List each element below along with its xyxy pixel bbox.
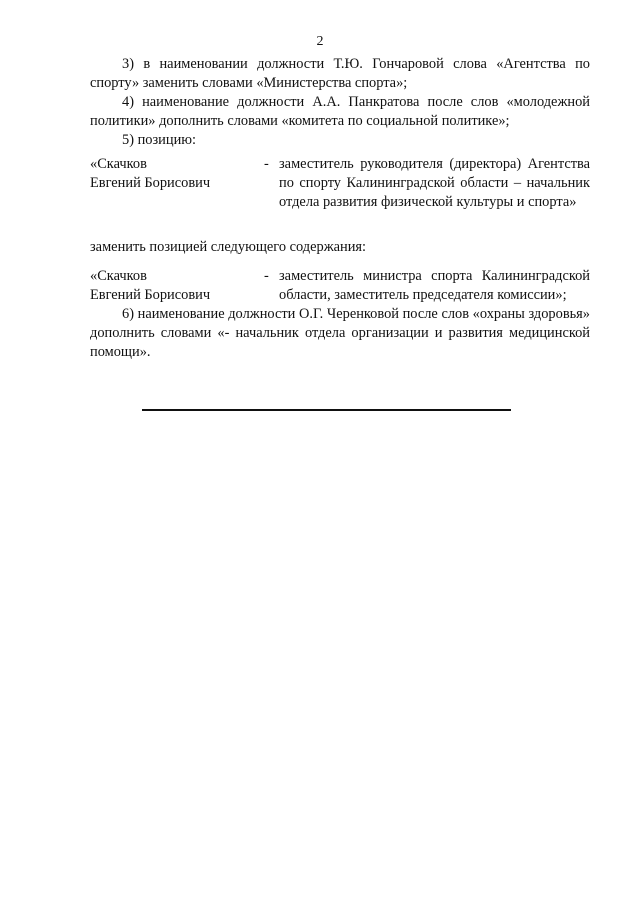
- person-name: [90, 267, 260, 305]
- amendments-block-2: [90, 305, 590, 362]
- replace-instruction: заменить позицией следующего содержания:: [90, 239, 367, 255]
- paragraph-3: 3) в наименовании должности Т.Ю. Гончаровой слова «Агентства по спорту» заменить словами «Министерства спорта»;: [90, 56, 590, 91]
- page-number: 2: [316, 34, 324, 49]
- replace-instruction-block: [90, 238, 590, 257]
- entry-dash: -: [264, 268, 269, 284]
- paragraph-6: 6) наименование должности О.Г. Черенковой после слов «охраны здоровья» дополнить словами «- начальник отдела организации и развития медицинской помощи».: [90, 306, 590, 360]
- amendments-block-1: [90, 55, 590, 150]
- paragraph-4: 4) наименование должности А.А. Панкратова после слов «молодежной политики» дополнить словами «комитета по социальной политике»;: [90, 94, 590, 129]
- position-description: заместитель министра спорта Калининградской области, заместитель председателя комиссии»;: [279, 268, 590, 303]
- person-name: [90, 155, 260, 193]
- person-surname: «Скачков: [90, 268, 147, 284]
- person-given-names: Евгений Борисович: [90, 287, 211, 303]
- entry-dash: -: [264, 156, 269, 172]
- paragraph-5: 5) позицию:: [122, 132, 197, 148]
- person-surname: «Скачков: [90, 156, 147, 172]
- position-description: заместитель руководителя (директора) Агентства по спорту Калининградской области – начальник отдела развития физической культуры и спорта»: [279, 156, 590, 210]
- closing-rule: [142, 409, 511, 411]
- person-given-names: Евгений Борисович: [90, 175, 211, 191]
